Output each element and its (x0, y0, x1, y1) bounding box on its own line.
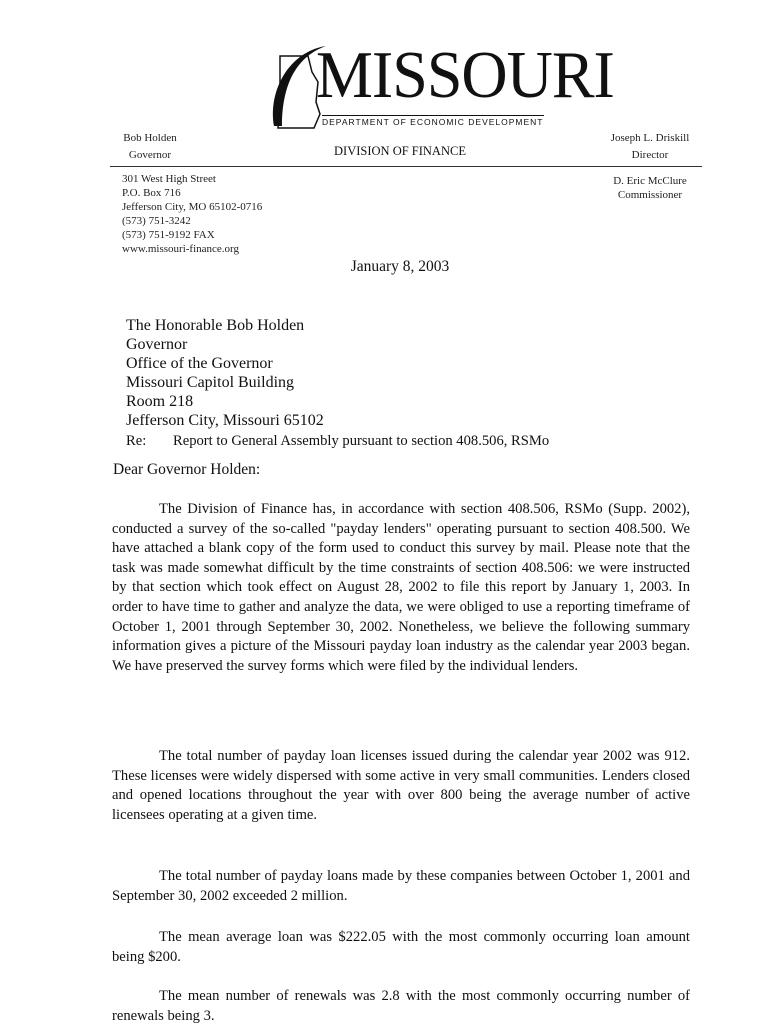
body-paragraph (112, 500, 690, 676)
director-title: Director (631, 149, 669, 161)
re-subject: Report to General Assembly pursuant to section 408.506, RSMo (173, 433, 550, 449)
body-paragraph (112, 867, 690, 906)
recipient-line: Jefferson City, Missouri 65102 (126, 412, 324, 429)
recipient-line: Governor (126, 336, 188, 353)
paragraph-text: The mean average loan was $222.05 with the most commonly occurring loan amount being $200. (112, 929, 690, 965)
paragraph-text: The total number of payday loans made by these companies between October 1, 2001 and September 30, 2002 exceeded 2 million. (112, 868, 690, 904)
body-paragraph (112, 747, 690, 825)
division-name: DIVISION OF FINANCE (334, 144, 466, 158)
address-street: 301 West High Street (122, 173, 216, 185)
director-name: Joseph L. Driskill (610, 132, 690, 144)
address-po-box: P.O. Box 716 (122, 187, 181, 199)
governor-block (122, 131, 178, 162)
recipient-line: The Honorable Bob Holden (126, 317, 305, 334)
paragraph-text: The Division of Finance has, in accordance with section 408.506, RSMo (Supp. 2002), conducted a survey of the so-called "payday lenders" operating pursuant to section 408.500. We have attached a blank copy of the form used to conduct this survey by mail. Please note that the task was made somewhat difficult by the time constraints of section 408.506: we were instructed by that section which took effect on August 28, 2002 to file this report by January 1, 2003. In order to have time to gather and analyze the data, we were obliged to use a reporting timeframe of October 1, 2001 through September 30, 2002. Nonetheless, we believe the following summary information gives a picture of the Missouri payday loan industry as the calendar year 2003 began. We have preserved the survey forms which were filed by the individual lenders. (112, 501, 690, 674)
address-city: Jefferson City, MO 65102-0716 (122, 201, 263, 213)
body-paragraph (112, 987, 690, 1024)
recipient-address (126, 316, 324, 430)
address-fax: (573) 751-9192 FAX (122, 229, 215, 241)
governor-title: Governor (128, 149, 172, 161)
logo-wordmark: MISSOURI (316, 37, 614, 112)
commissioner-block (600, 174, 700, 202)
director-block (600, 131, 700, 162)
address-website: www.missouri-finance.org (122, 243, 240, 255)
body-paragraph (112, 928, 690, 967)
commissioner-name: D. Eric McClure (613, 175, 687, 187)
recipient-line: Room 218 (126, 393, 194, 410)
commissioner-title: Commissioner (617, 189, 683, 201)
office-address (122, 172, 262, 256)
logo-subtitle: DEPARTMENT OF ECONOMIC DEVELOPMENT (322, 117, 544, 127)
recipient-line: Missouri Capitol Building (126, 374, 295, 391)
governor-name: Bob Holden (123, 132, 177, 144)
letter-date: January 8, 2003 (350, 258, 450, 275)
paragraph-text: The total number of payday loan licenses issued during the calendar year 2002 was 912. These licenses were widely dispersed with some active in very small communities. Lenders closed and opened locations throughout the year with over 800 being the average number of active licensees operating at a given time. (112, 748, 690, 823)
missouri-logo (268, 37, 614, 132)
header-rule (110, 166, 702, 167)
re-label: Re: (126, 433, 147, 449)
salutation: Dear Governor Holden: (113, 461, 261, 478)
address-phone: (573) 751-3242 (122, 215, 191, 227)
recipient-line: Office of the Governor (126, 355, 273, 372)
paragraph-text: The mean number of renewals was 2.8 with the most commonly occurring number of renewals being 3. (112, 988, 690, 1024)
